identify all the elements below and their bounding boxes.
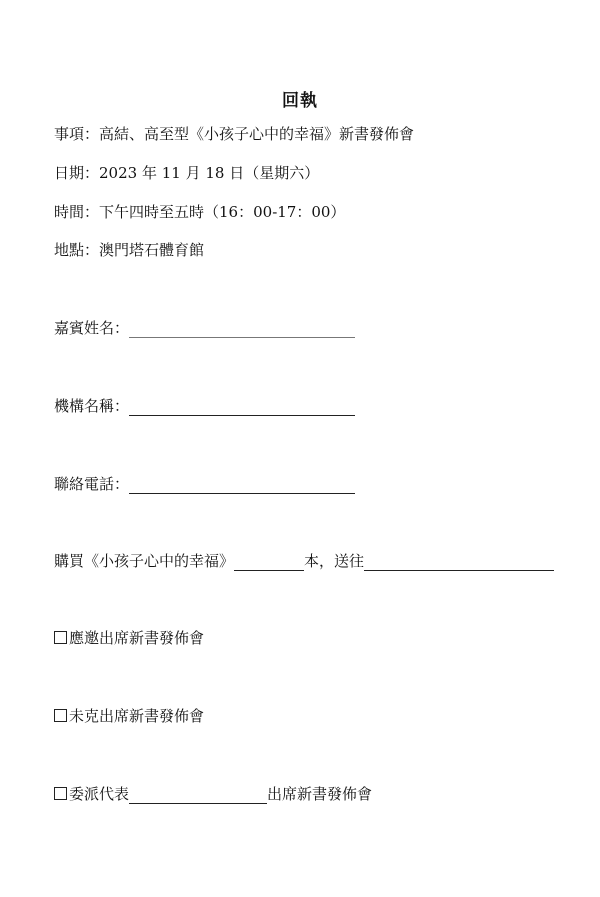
organization-row	[54, 396, 355, 416]
event-venue-label: 地點：	[54, 241, 100, 259]
organization-label: 機構名稱：	[54, 397, 130, 415]
option-delegate	[54, 784, 372, 804]
event-subject	[54, 124, 414, 144]
attend-checkbox[interactable]	[54, 631, 67, 644]
event-time-label: 時間：	[54, 203, 100, 221]
document-title: 回執	[282, 91, 318, 111]
event-time-value: 下午四時至五時（16：00-17：00）	[99, 203, 346, 221]
purchase-quantity-field[interactable]	[234, 554, 304, 571]
purchase-prefix: 購買《小孩子心中的幸福》	[54, 552, 235, 570]
guest-name-field[interactable]	[129, 321, 355, 338]
organization-field[interactable]	[129, 399, 355, 416]
event-date-value: 2023 年 11 月 18 日（星期六）	[99, 164, 320, 182]
phone-field[interactable]	[129, 477, 355, 494]
option-decline	[54, 706, 204, 726]
attend-label: 應邀出席新書發佈會	[69, 629, 205, 647]
phone-label: 聯絡電話：	[54, 475, 130, 493]
option-attend	[54, 628, 204, 648]
event-date	[54, 163, 319, 183]
event-subject-value: 高結、高至型《小孩子心中的幸福》新書發佈會	[99, 125, 415, 143]
event-subject-label: 事項：	[54, 125, 100, 143]
guest-name-label: 嘉賓姓名：	[54, 319, 130, 337]
delegate-checkbox[interactable]	[54, 787, 67, 800]
decline-checkbox[interactable]	[54, 709, 67, 722]
event-venue-value: 澳門塔石體育館	[99, 241, 205, 259]
phone-row	[54, 474, 355, 494]
delegate-suffix: 出席新書發佈會	[267, 785, 373, 803]
delegate-name-field[interactable]	[129, 787, 267, 804]
event-venue	[54, 240, 204, 260]
event-date-label: 日期：	[54, 164, 100, 182]
delegate-prefix: 委派代表	[69, 785, 130, 803]
purchase-row	[54, 551, 554, 571]
event-time	[54, 202, 345, 222]
delivery-address-field[interactable]	[364, 554, 554, 571]
guest-name-row	[54, 318, 355, 338]
purchase-unit: 本，送往	[304, 552, 365, 570]
decline-label: 未克出席新書發佈會	[69, 707, 205, 725]
